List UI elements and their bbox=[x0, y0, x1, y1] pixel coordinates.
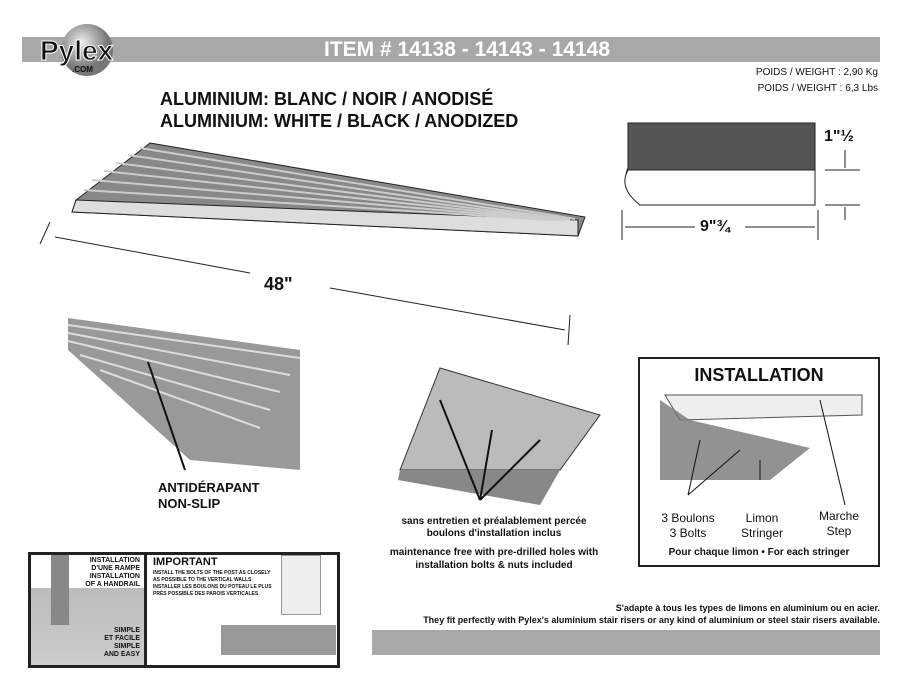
text-line: OF A HANDRAIL bbox=[85, 581, 140, 588]
text-line: INSTALLER LES BOULONS DU POTEAU LE PLUS bbox=[153, 584, 272, 590]
installation-box bbox=[638, 357, 880, 567]
footer-fr: S'adapte à tous les types de limons en aluminium ou en acier. bbox=[615, 603, 880, 613]
text-line: Stringer bbox=[740, 526, 784, 540]
svg-text:.COM: .COM bbox=[72, 65, 93, 74]
text-line: INSTALLATION bbox=[89, 573, 140, 580]
step-label bbox=[806, 509, 872, 539]
page-title: ITEM # 14138 - 14143 - 14148 bbox=[323, 38, 611, 61]
text-line: boulons d'installation inclus bbox=[426, 528, 562, 539]
text-line: AS POSSIBLE TO THE VERTICAL WALLS bbox=[153, 577, 252, 583]
height-dimension: 1"½ bbox=[824, 128, 854, 145]
text-line: installation bolts & nuts included bbox=[415, 560, 573, 571]
post bbox=[51, 555, 69, 625]
text-line: Limon bbox=[745, 511, 779, 525]
footer-en: They fit perfectly with Pylex's aluminium stair risers or any kind of aluminium or steel stair risers available. bbox=[423, 615, 880, 625]
text-line: SIMPLE bbox=[113, 643, 140, 650]
holes-text-fr bbox=[364, 516, 624, 540]
important-notes bbox=[153, 570, 272, 598]
text-line: Marche bbox=[818, 509, 859, 523]
text-line: 3 Boulons bbox=[661, 511, 715, 525]
text-line: PRÈS POSSIBLE DES PAROIS VERTICALES bbox=[153, 591, 259, 597]
handrail-title bbox=[85, 557, 140, 589]
installation-footer: Pour chaque limon • For each stringer bbox=[668, 547, 850, 558]
weight-lbs: POIDS / WEIGHT : 6,3 Lbs bbox=[757, 83, 878, 94]
handrail-box bbox=[28, 552, 340, 668]
handrail-photo bbox=[31, 555, 147, 665]
text-line: 3 Bolts bbox=[669, 526, 707, 540]
text-line: AND EASY bbox=[103, 651, 140, 658]
bolts-label bbox=[646, 511, 730, 541]
footer-bar bbox=[372, 630, 880, 655]
heading-fr: ALUMINIUM: BLANC / NOIR / ANODISÉ bbox=[160, 89, 494, 109]
text-line: SIMPLE bbox=[113, 627, 140, 634]
length-dimension: 48" bbox=[264, 274, 293, 294]
holes-closeup bbox=[398, 368, 600, 505]
post-diagram bbox=[281, 555, 321, 615]
installation-title: INSTALLATION bbox=[694, 365, 824, 385]
nonslip-en: NON-SLIP bbox=[158, 496, 221, 511]
stringer-label bbox=[732, 511, 792, 541]
holes-text-en bbox=[364, 546, 624, 572]
nonslip-closeup bbox=[68, 318, 300, 470]
simple-easy bbox=[104, 627, 140, 659]
important-title: IMPORTANT bbox=[153, 556, 218, 568]
weight-kg: POIDS / WEIGHT : 2,90 Kg bbox=[755, 67, 878, 78]
svg-text:Pylex: Pylex bbox=[40, 35, 114, 66]
depth-dimension: 9"¾ bbox=[700, 218, 730, 235]
text-line: Step bbox=[826, 524, 852, 538]
text-line: INSTALLATION bbox=[89, 557, 140, 564]
bolt-diagram bbox=[221, 625, 336, 655]
text-line: INSTALL THE BOLTS OF THE POST AS CLOSELY bbox=[153, 570, 271, 576]
text-line: D'UNE RAMPE bbox=[91, 565, 140, 572]
nonslip-fr: ANTIDÉRAPANT bbox=[158, 480, 260, 495]
text-line: maintenance free with pre-drilled holes with bbox=[389, 547, 599, 558]
stair-tread-drawing bbox=[40, 143, 585, 345]
text-line: sans entretien et préalablement percée bbox=[401, 516, 587, 527]
heading-en: ALUMINIUM: WHITE / BLACK / ANODIZED bbox=[160, 111, 519, 131]
text-line: ET FACILE bbox=[104, 635, 140, 642]
